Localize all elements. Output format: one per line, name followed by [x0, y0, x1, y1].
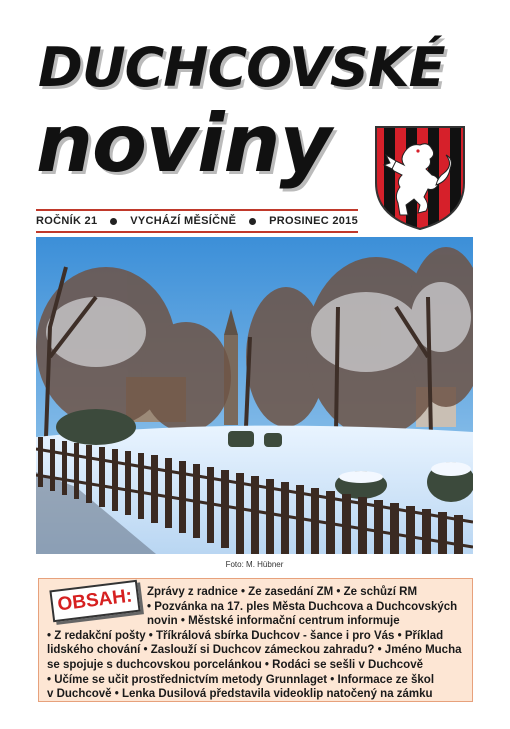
contents-line: • Z redakční pošty • Tříkrálová sbírka Duchcov - šance i pro Vás • Příklad: [47, 629, 444, 642]
contents-line: lidského chování • Zaslouží si Duchcov zámeckou zahradu? • Jméno Mucha: [47, 644, 462, 657]
issue-date: PROSINEC 2015: [269, 215, 358, 227]
contents-line: se spojuje s duchcovskou porcelánkou • Rodáci se sešli v Duchcově: [47, 658, 423, 671]
contents-line: • Pozvánka na 17. ples Města Duchcova a Duchcovských: [147, 600, 458, 613]
town-crest-icon: [374, 125, 466, 231]
masthead-title-line2: noviny: [36, 97, 331, 190]
contents-line: Zprávy z radnice • Ze zasedání ZM • Ze schůzí RM: [147, 586, 418, 598]
contents-line: • Učíme se učit prostřednictvím metody Grunnlaget • Informace ze škol: [47, 673, 435, 686]
issue-info-bar: [36, 209, 358, 233]
photo-credit: Foto: M. Hübner: [225, 560, 284, 569]
issue-volume: ROČNÍK 21: [36, 215, 98, 227]
contents-line: v Duchcově • Lenka Dusilová představila videoklip natočený na zámku: [47, 688, 433, 701]
bullet-dot-icon: [249, 218, 256, 225]
contents-line: novin • Městské informační centrum informuje: [147, 615, 400, 628]
contents-box: [38, 578, 473, 702]
bullet-dot-icon: [110, 218, 117, 225]
contents-tag: OBSAH:: [49, 580, 140, 622]
issue-frequency: VYCHÁZÍ MĚSÍČNĚ: [130, 215, 237, 227]
cover-photo-winter-park: [36, 237, 473, 554]
masthead-title-line1: DUCHCOVSKÉ: [38, 36, 445, 99]
